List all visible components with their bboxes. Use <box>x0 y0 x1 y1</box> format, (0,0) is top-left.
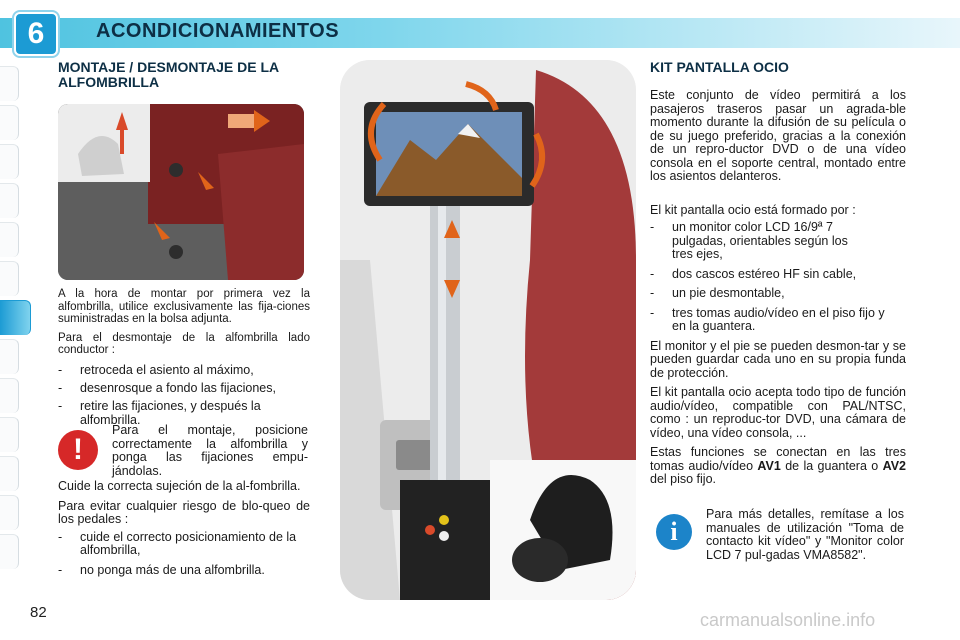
chapter-tab[interactable] <box>0 339 19 374</box>
chapter-tab[interactable] <box>0 417 19 452</box>
av1-label: AV1 <box>757 458 781 473</box>
page-number: 82 <box>30 604 47 621</box>
list-item: - tres tomas audio/vídeo en el piso fijo y en la guantera. <box>650 307 894 334</box>
right-column <box>650 60 906 487</box>
chapter-tab[interactable] <box>0 534 19 569</box>
left-column <box>58 60 310 90</box>
kit-connection-note <box>650 446 906 487</box>
mat-intro: A la hora de montar por primera vez la alfombrilla, utilice exclusivamente las fija-ciones suministradas en la bolsa adjunta. <box>58 288 310 325</box>
chapter-tab[interactable] <box>0 183 19 218</box>
chapter-tab[interactable] <box>0 66 19 101</box>
chapter-badge: 6 <box>14 12 58 56</box>
connection-text-b: de la guantera o <box>785 458 879 473</box>
warning-note <box>112 424 308 478</box>
floor-mat-illustration <box>58 104 304 280</box>
list-item: - dos cascos estéreo HF sin cable, <box>650 268 894 282</box>
floor-mat-photo <box>58 104 304 280</box>
video-kit-illustration <box>340 60 636 600</box>
video-kit-intro: Este conjunto de vídeo permitirá a los pasajeros traseros pasar un agrada-ble momento durante la difusión de su película o de su juego preferido, gracias a la conexión de un repro-ductor DVD o de una vídeo consola en el soporte central, montado entre los asientos delanteros. <box>650 88 906 183</box>
chapter-tab[interactable] <box>0 378 19 413</box>
chapter-tab-active[interactable] <box>0 300 31 335</box>
chapter-tab[interactable] <box>0 261 19 296</box>
kit-storage-note: El monitor y el pie se pueden desmon-tar y se pueden guardar cada uno en su propia funda de protección. <box>650 338 906 380</box>
mat-risk-steps <box>58 531 310 578</box>
list-item: - retire las fijaciones, y después la alfombrilla. <box>58 399 310 427</box>
page-title: ACONDICIONAMIENTOS <box>96 20 340 42</box>
chapter-tab[interactable] <box>0 495 19 530</box>
chapter-tab[interactable] <box>0 222 19 257</box>
chapter-tab[interactable] <box>0 105 19 140</box>
kit-contents-intro: El kit pantalla ocio está formado por : <box>650 202 856 217</box>
section-heading-mat: MONTAJE / DESMONTAJE DE LA ALFOMBRILLA <box>58 59 279 90</box>
chapter-tabs <box>0 66 34 573</box>
exclamation-icon: ! <box>58 430 98 470</box>
video-kit-photo <box>340 60 636 600</box>
av2-label: AV2 <box>882 458 906 473</box>
mat-remove-steps <box>58 363 310 427</box>
kit-contents-list <box>650 221 906 334</box>
info-text: Para más detalles, remítase a los manuales de utilización "Toma de contacto kit vídeo" y "Monitor color LCD 7 pul-gadas VMA8582". <box>706 507 904 562</box>
mat-risk-intro: Para evitar cualquier riesgo de blo-queo de los pedales : <box>58 498 310 526</box>
kit-compatibility-note: El kit pantalla ocio acepta todo tipo de función audio/vídeo, compatible con PAL/NTSC, como : un reproduc-tor DVD, una cámara de vídeo, una vídeo consola, ... <box>650 385 906 440</box>
watermark: carmanualsonline.info <box>700 610 876 630</box>
info-icon: i <box>656 514 692 550</box>
mat-fix-note: Cuide la correcta sujeción de la al-fombrilla. <box>58 479 301 493</box>
warning-text: Para el montaje, posicione correctamente la alfombrilla y ponga las fijaciones empu-jándolas. <box>112 423 308 478</box>
connection-text-c: del piso fijo. <box>650 472 717 486</box>
list-item: - cuide el correcto posicionamiento de la alfombrilla, <box>58 531 310 558</box>
list-item: - no ponga más de una alfombrilla. <box>58 564 310 578</box>
chapter-tab[interactable] <box>0 144 19 179</box>
info-note <box>706 508 904 562</box>
list-item: - retroceda el asiento al máximo, <box>58 363 310 377</box>
list-item: - un pie desmontable, <box>650 287 894 301</box>
list-item: - un monitor color LCD 16/9ª 7 pulgadas, orientables según los tres ejes, <box>650 221 894 262</box>
list-item: - desenrosque a fondo las fijaciones, <box>58 381 310 395</box>
chapter-tab[interactable] <box>0 456 19 491</box>
mat-text-block <box>58 288 310 427</box>
connection-text-a: Estas funciones se conectan en las tres tomas audio/vídeo <box>650 445 906 473</box>
mat-remove-intro: Para el desmontaje de la alfombrilla lado conductor : <box>58 331 310 356</box>
mat-safety-block <box>58 480 310 577</box>
section-heading-video-kit: KIT PANTALLA OCIO <box>650 59 789 75</box>
